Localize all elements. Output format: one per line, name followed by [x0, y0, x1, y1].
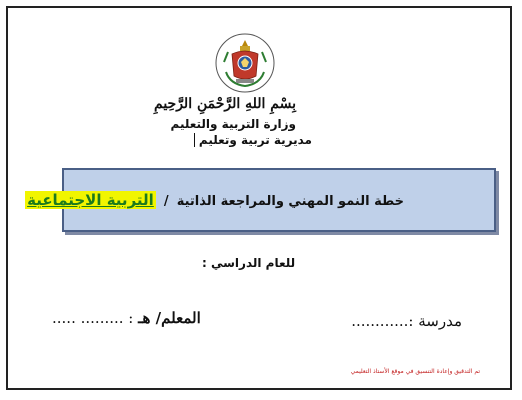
teacher-name-field: [52, 309, 201, 327]
school-name-field: مدرسة :............: [351, 312, 462, 330]
footer-note: تم التدقيق وإعادة التنسيق في موقع الأستاذ التعليمي: [350, 368, 480, 375]
title-separator: /: [163, 194, 169, 209]
plan-title: خطة النمو المهني والمراجعة الذاتية: [176, 194, 404, 209]
ministry-name: وزارة التربية والتعليم: [170, 117, 296, 131]
jordan-emblem-icon: [214, 32, 276, 94]
academic-year-label: للعام الدراسي :: [202, 256, 296, 270]
plan-title-banner: [27, 168, 496, 232]
banner-text: [25, 190, 404, 209]
teacher-value: : .........: [80, 309, 134, 327]
directorate-name: مديرية تربية وتعليم: [194, 133, 312, 147]
subject-name: التربية الاجتماعية: [27, 191, 154, 209]
basmala-text: بِسْمِ اللهِ الرَّحْمَنِ الرَّحِيمِ: [154, 96, 296, 112]
teacher-dots: .....: [52, 309, 76, 327]
teacher-label: المعلم/ هـ: [138, 309, 201, 327]
